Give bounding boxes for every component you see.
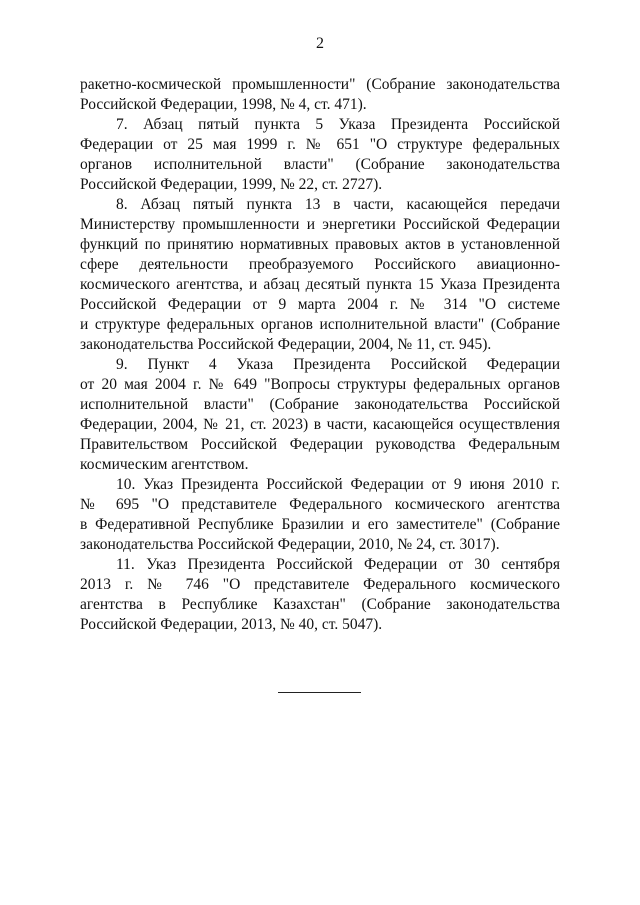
text-line: 10. Указ Президента Российской Федерации от 9 июня 2010 г. <box>116 476 560 493</box>
text-line: Российской Федерации, 1998, № 4, ст. 471). <box>80 96 367 113</box>
text-line: Российской Федерации, 1999, № 22, ст. 2727). <box>80 176 383 193</box>
text-line: космического агентства, и абзац десятый пункта 15 Указа Президента <box>80 276 560 293</box>
text-line: функций по принятию нормативных правовых актов в установленной <box>80 236 560 253</box>
text-line: 11. Указ Президента Российской Федерации от 30 сентября <box>116 556 560 573</box>
text-line: космическим агентством. <box>80 456 249 473</box>
text-line: 9. Пункт 4 Указа Президента Российской Федерации <box>116 356 560 373</box>
text-line: Министерству промышленности и энергетики Российской Федерации <box>80 216 560 233</box>
text-line: от 20 мая 2004 г. № 649 "Вопросы структуры федеральных органов <box>80 376 560 393</box>
text-line: Правительством Российской Федерации руководства Федеральным <box>80 436 560 453</box>
text-line: законодательства Российской Федерации, 2010, № 24, ст. 3017). <box>80 536 500 553</box>
text-line: № 695 "О представителе Федерального космического агентства <box>80 496 560 513</box>
text-line: ракетно-космической промышленности" (Собрание законодательства <box>80 76 560 93</box>
text-line: Федерации от 25 мая 1999 г. № 651 "О структуре федеральных <box>80 136 560 153</box>
text-line: 7. Абзац пятый пункта 5 Указа Президента Российской <box>116 116 560 133</box>
page-number: 2 <box>316 35 324 52</box>
text-line: исполнительной власти" (Собрание законодательства Российской <box>80 396 560 413</box>
text-line: агентства в Республике Казахстан" (Собрание законодательства <box>80 596 560 613</box>
text-line: Российской Федерации от 9 марта 2004 г. № 314 "О системе <box>80 296 560 313</box>
text-line: Российской Федерации, 2013, № 40, ст. 5047). <box>80 616 383 633</box>
text-line: органов исполнительной власти" (Собрание законодательства <box>80 156 560 173</box>
text-line: и структуре федеральных органов исполнительной власти" (Собрание <box>80 316 560 333</box>
end-separator <box>278 692 361 693</box>
text-line: законодательства Российской Федерации, 2004, № 11, ст. 945). <box>80 336 492 353</box>
text-line: сфере деятельности преобразуемого Российского авиационно- <box>80 256 560 273</box>
text-line: 2013 г. № 746 "О представителе Федерального космического <box>80 576 560 593</box>
text-line: 8. Абзац пятый пункта 13 в части, касающейся передачи <box>116 196 560 213</box>
text-line: в Федеративной Республике Бразилии и его заместителе" (Собрание <box>80 516 560 533</box>
text-line: Федерации, 2004, № 21, ст. 2023) в части, касающейся осуществления <box>80 416 560 433</box>
